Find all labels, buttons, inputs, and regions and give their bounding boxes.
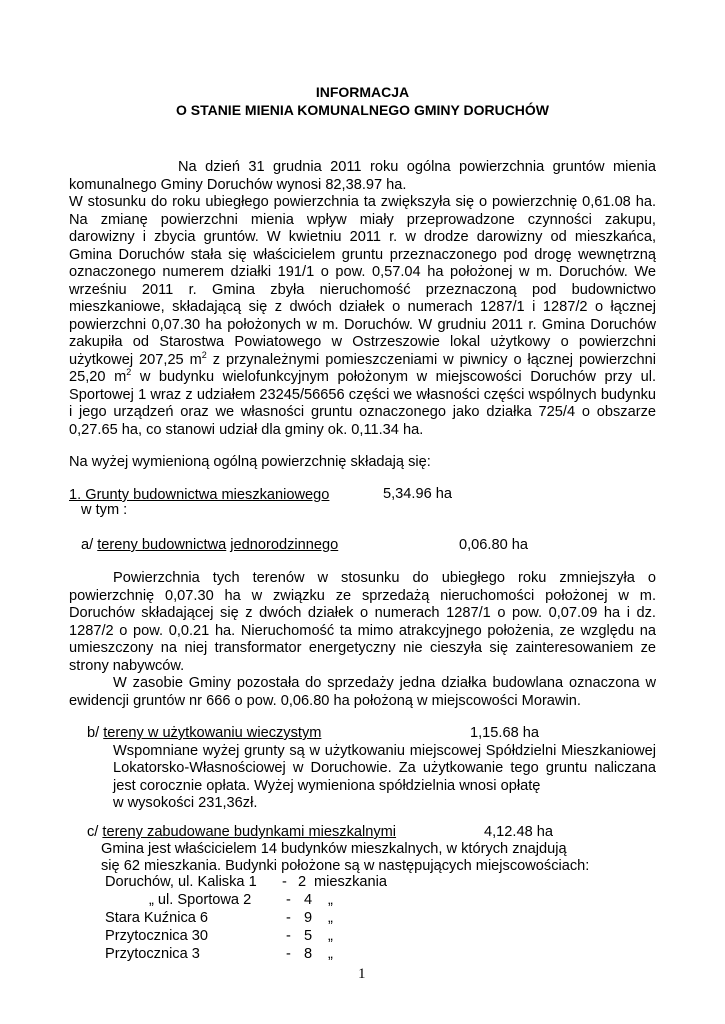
intro-line: Sportowej 1 wraz z udziałem 23245/56656 części we własności części wspólnych budynku (69, 386, 656, 403)
item-a-paragraph-line: 1287/2 o pow. 0,0.21 ha. Nieruchomość ta mimo atrakcyjnego położenia, ze względu na (69, 622, 656, 639)
document-title-line1: INFORMACJA (315, 84, 410, 100)
building-count: 4 (304, 892, 313, 908)
intro-line: użytkowej 207,25 $m^2$ z przynależnymi pomieszczeniami w piwnicy o łącznej powierzchni (69, 349, 656, 368)
item-a-paragraph-line: W zasobie Gminy pozostała do sprzedaży jedna działka budowlana oznaczona w (113, 675, 656, 691)
page-number: 1 (358, 966, 366, 982)
building-unit: „ (328, 946, 333, 962)
building-dash: - (282, 874, 287, 890)
building-place: Doruchów, ul. Kaliska 1 (105, 874, 257, 890)
item-c-line: się 62 mieszkania. Budynki położone są w następujących miejscowościach: (101, 858, 590, 874)
item-b-line: Lokatorsko-Własnościowej w Doruchowie. Za użytkowanie tego gruntu naliczana (113, 760, 656, 776)
item-c-value: 4,12.48 ha (484, 824, 553, 840)
intro-line: zakupiła od Starostwa Powiatowego w Ostrzeszowie lokal użytkowy o powierzchni (69, 334, 656, 350)
intro-line: Gmina Doruchów stała się właścicielem gruntu przeznaczonego pod drogę wewnętrzną (69, 246, 656, 263)
section1-heading: 1. Grunty budownictwa mieszkaniowego (69, 487, 330, 503)
intro-line: mieszkaniowe, składającą się z dwóch działek o numerach 1287/1 i 1287/2 o łącznej (69, 299, 656, 315)
item-a-label: a/ tereny budownictwa jednorodzinnego (81, 537, 339, 553)
building-count: 9 (304, 910, 313, 926)
item-a-paragraph-line: Doruchów składającej się z dwóch działek o numerach 1287/1 o pow. 0,07.09 ha i dz. (69, 605, 656, 621)
intro-line: oznaczonego numerem działki 191/1 o pow. 0,57.04 ha położonej w m. Doruchów. We (69, 264, 656, 280)
building-dash: - (286, 928, 291, 944)
item-c-label: c/ tereny zabudowane budynkami mieszkalnymi (87, 824, 397, 840)
building-dash: - (286, 892, 291, 908)
intro-line: darowizny i zbycia gruntów. W kwietniu 2011 r. w drodze darowizny od mieszkańca, (69, 229, 656, 245)
item-a-value: 0,06.80 ha (459, 537, 528, 553)
building-place: „ ul. Sportowa 2 (149, 892, 252, 908)
item-a-paragraph-line: Powierzchnia tych terenów w stosunku do ubiegłego roku zmniejszyła o (113, 570, 656, 586)
building-unit: mieszkania (314, 874, 387, 890)
intro-line: wrześniu 2011 r. Gmina zbyła nieruchomość przeznaczoną pod budownictwo (69, 281, 656, 298)
item-a-paragraph-line: umieszczony na niej transformator energetyczny nie cieszyła się zainteresowaniem ze (69, 640, 656, 656)
building-unit: „ (328, 892, 333, 908)
intro-line: i jego urządzeń oraz we własności gruntu oznaczonego jako działka 725/4 o obszarze (69, 404, 656, 420)
building-count: 5 (304, 928, 313, 944)
section1-w-tym: w tym : (81, 502, 128, 518)
item-b-value: 1,15.68 ha (470, 725, 539, 741)
item-b-line: jest corocznie opłata. Wyżej wymieniona spółdzielnia wnosi opłatę (113, 777, 541, 794)
intro-line: komunalnego Gminy Doruchów wynosi 82,38.97 ha. (69, 176, 407, 193)
item-c-line: Gmina jest właścicielem 14 budynków mieszkalnych, w których znajdują (101, 841, 567, 857)
document-title-line2: O STANIE MIENIA KOMUNALNEGO GMINY DORUCHÓW (175, 102, 550, 118)
intro-line: W stosunku do roku ubiegłego powierzchnia ta zwiększyła się o powierzchnię 0,61.08 ha. (69, 194, 656, 210)
building-place: Przytocznica 30 (105, 928, 209, 944)
building-dash: - (286, 946, 291, 962)
intro-line: 0,27.65 ha, co stanowi udział dla gminy ok. 0,11.34 ha. (69, 421, 424, 438)
section1-value: 5,34.96 ha (383, 486, 452, 502)
item-b-line: Wspomniane wyżej grunty są w użytkowaniu miejscowej Spółdzielni Mieszkaniowej (113, 742, 656, 759)
building-dash: - (286, 910, 291, 926)
item-b-label: b/ tereny w użytkowaniu wieczystym (87, 725, 322, 741)
intro-line: powierzchni 0,07.30 ha położonych w m. Doruchów. W grudniu 2011 r. Gmina Doruchów (69, 316, 656, 333)
building-unit: „ (328, 910, 333, 926)
intro-line: Na zmianę powierzchni mienia wpływ miały przeprowadzone czynności zakupu, (69, 211, 656, 228)
building-count: 2 (298, 874, 307, 890)
intro-line: 25,20 $m^2$ w budynku wielofunkcyjnym położonym w miejscowości Doruchów przy ul. (69, 367, 657, 385)
composition-intro: Na wyżej wymienioną ogólną powierzchnię składają się: (69, 454, 431, 470)
intro-line: Na dzień 31 grudnia 2011 roku ogólna powierzchnia gruntów mienia (178, 159, 656, 175)
building-place: Stara Kuźnica 6 (105, 910, 209, 926)
building-count: 8 (304, 946, 313, 962)
building-place: Przytocznica 3 (105, 946, 200, 962)
building-unit: „ (328, 928, 333, 944)
item-a-paragraph-line: ewidencji gruntów nr 666 o pow. 0,06.80 ha położoną w miejscowości Morawin. (69, 692, 581, 709)
item-a-paragraph-line: powierzchnię 0,07.30 ha w związku ze sprzedażą nieruchomości położonej w m. (69, 587, 656, 604)
item-a-paragraph-line: strony nabywców. (69, 657, 185, 674)
item-b-line: w wysokości 231,36zł. (113, 795, 258, 811)
